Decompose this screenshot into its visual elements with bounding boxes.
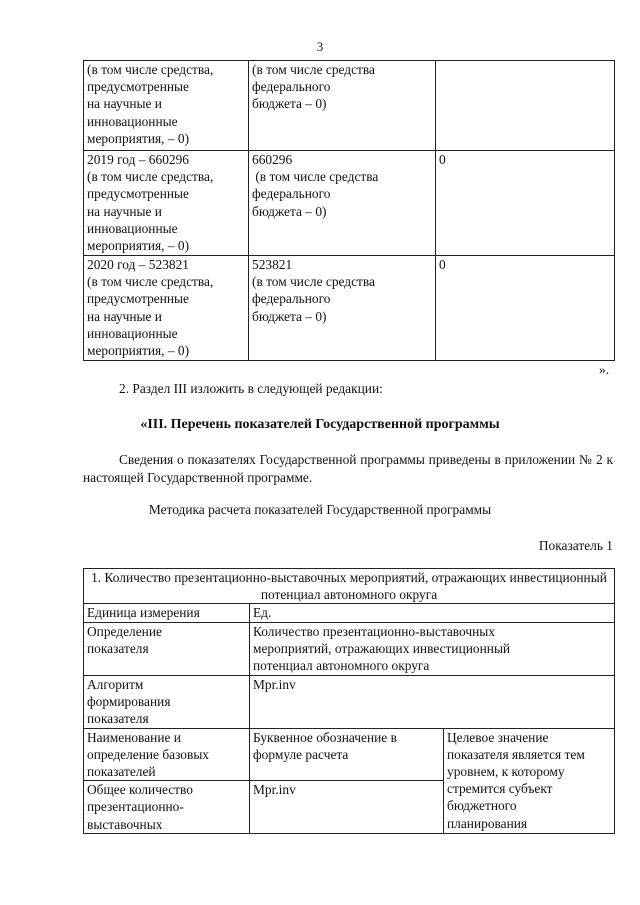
closing-quote: ». xyxy=(599,362,610,377)
unit-value: Ед. xyxy=(250,604,615,622)
indicator-title: 1. Количество презентационно-выставочных мероприятий, отражающих инвестиционный потенциал автономного округа xyxy=(84,569,615,604)
definition-value: Количество презентационно-выставочных мероприятий, отражающих инвестиционный потенциал автономного округа xyxy=(250,622,615,675)
table-row xyxy=(84,569,615,604)
total-count-label: Общее количество презентационно- выставочных xyxy=(84,781,250,834)
funding-cell-amount: 523821 (в том числе средства федерального бюджета – 0) xyxy=(249,256,436,361)
info-paragraph: Сведения о показателях Государственной программы приведены в приложении № 2 к настоящей Государственной программе. xyxy=(83,452,613,485)
letter-designation-label: Буквенное обозначение в формуле расчета xyxy=(250,728,444,781)
target-value-note: Целевое значение показателя является тем уровнем, к которому стремится субъект бюджетного планирования xyxy=(444,728,615,833)
section-heading: «III. Перечень показателей Государственной программы xyxy=(140,417,500,432)
unit-label: Единица измерения xyxy=(84,604,250,622)
table-row xyxy=(84,256,615,361)
funding-cell-other: 0 xyxy=(436,151,615,256)
table-row xyxy=(84,675,615,728)
table-row xyxy=(84,151,615,256)
funding-cell-year: 2020 год – 523821 (в том числе средства, предусмотренные на научные и инновационные мероприятия, – 0) xyxy=(84,256,249,361)
funding-cell-year: (в том числе средства, предусмотренные на научные и инновационные мероприятия, – 0) xyxy=(84,61,249,151)
base-indicators-label: Наименование и определение базовых показателей xyxy=(84,728,250,781)
section-instruction: 2. Раздел III изложить в следующей редакции: xyxy=(119,381,383,396)
total-count-value: Mpr.inv xyxy=(250,781,444,834)
table-row xyxy=(84,61,615,151)
funding-cell-other: 0 xyxy=(436,256,615,361)
definition-label: Определение показателя xyxy=(84,622,250,675)
funding-cell-amount: 660296 (в том числе средства федерального бюджета – 0) xyxy=(249,151,436,256)
funding-cell-year: 2019 год – 660296 (в том числе средства, предусмотренные на научные и инновационные мероприятия, – 0) xyxy=(84,151,249,256)
algorithm-label: Алгоритм формирования показателя xyxy=(84,675,250,728)
page-number: 3 xyxy=(316,39,324,54)
method-heading: Методика расчета показателей Государственной программы xyxy=(148,502,492,517)
indicator-label: Показатель 1 xyxy=(538,538,613,553)
algorithm-value: Mpr.inv xyxy=(250,675,615,728)
funding-cell-other xyxy=(436,61,615,151)
table-row xyxy=(84,604,615,622)
table-row xyxy=(84,622,615,675)
funding-table xyxy=(83,60,615,361)
indicator-table xyxy=(83,568,615,834)
table-row xyxy=(84,728,615,781)
funding-cell-amount: (в том числе средства федерального бюджета – 0) xyxy=(249,61,436,151)
